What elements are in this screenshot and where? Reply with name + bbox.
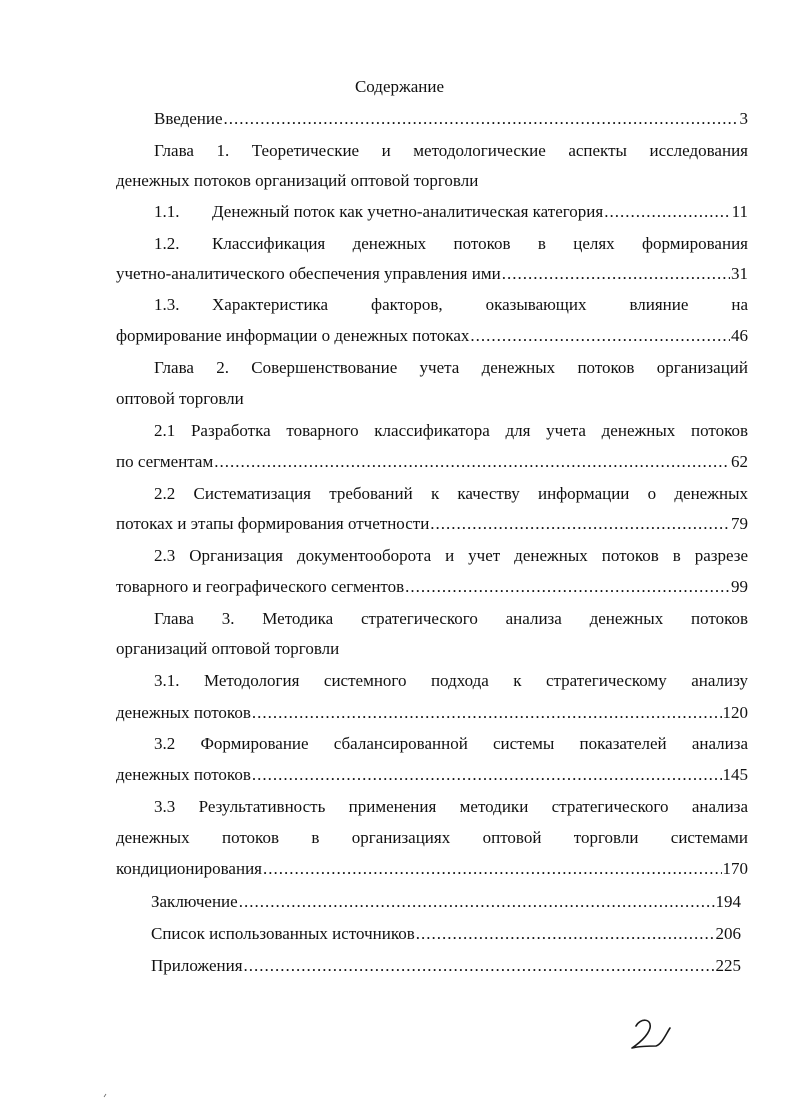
toc-entry-text: Приложения (151, 956, 243, 975)
toc-entry-intro (154, 108, 748, 130)
toc-section-1-3-line2 (116, 325, 748, 347)
dot-leader (430, 513, 730, 535)
dot-leader (239, 891, 715, 913)
toc-entry-text: Введение (154, 109, 223, 128)
page-number: 11 (731, 202, 748, 221)
toc-chapter-1-line2: денежных потоков организаций оптовой торговли (116, 171, 479, 190)
dot-leader (604, 201, 730, 223)
toc-chapter-2-line2: оптовой торговли (116, 389, 244, 408)
toc-section-2-1-line1: 2.1 Разработка товарного классификатора для учета денежных потоков (154, 421, 748, 440)
toc-entry-text: Классификация денежных потоков в целях формирования (212, 234, 748, 253)
toc-section-3-3-line2: денежных потоков в организациях оптовой торговли системами (116, 828, 748, 847)
toc-section-1-2-line1 (154, 233, 748, 255)
toc-entry-text: Характеристика факторов, оказывающих влияние на (212, 295, 748, 314)
section-number: 1.2. (154, 234, 180, 253)
toc-section-3-2-line2 (116, 764, 748, 786)
section-number: 1.3. (154, 295, 180, 314)
page-title: Содержание (354, 77, 445, 96)
toc-chapter-2-line1: Глава 2. Совершенствование учета денежных потоков организаций (154, 358, 748, 377)
toc-entry-text: учетно-аналитического обеспечения управления ими (116, 264, 501, 283)
toc-section-2-2-line2 (116, 513, 748, 535)
page-number: 225 (715, 956, 741, 975)
toc-entry-text: денежных потоков (116, 765, 251, 784)
toc-entry-text: по сегментам (116, 452, 214, 471)
page-number: 31 (731, 264, 748, 283)
page-number: 170 (722, 859, 748, 878)
toc-entry-text: Денежный поток как учетно-аналитическая категория (212, 202, 604, 221)
toc-chapter-1-line1: Глава 1. Теоретические и методологические аспекты исследования (154, 141, 748, 160)
toc-section-1-1 (154, 201, 748, 223)
handwritten-page-number (626, 1016, 674, 1054)
toc-chapter-3-line1: Глава 3. Методика стратегического анализа денежных потоков (154, 609, 748, 628)
dot-leader (252, 702, 722, 724)
toc-entry-text: кондиционирования (116, 859, 262, 878)
dot-leader (244, 955, 715, 977)
dot-leader (252, 764, 722, 786)
toc-section-2-3-line2 (116, 576, 748, 598)
toc-section-1-3-line1 (154, 294, 748, 316)
toc-section-3-3-line1: 3.3 Результативность применения методики стратегического анализа (154, 797, 748, 816)
toc-section-3-2-line1: 3.2 Формирование сбалансированной системы показателей анализа (154, 734, 748, 753)
toc-entry-references (151, 923, 741, 945)
toc-entry-text: потоках и этапы формирования отчетности (116, 514, 430, 533)
page-number: 99 (731, 577, 748, 596)
dot-leader (263, 858, 722, 880)
toc-entry-text: Список использованных источников (151, 924, 415, 943)
page-number: 62 (731, 452, 748, 471)
page-number: 206 (715, 924, 741, 943)
page-number: 120 (722, 703, 748, 722)
page-number: 145 (722, 765, 748, 784)
section-number: 1.1. (154, 202, 180, 221)
page-number: 79 (731, 514, 748, 533)
dot-leader (502, 263, 730, 285)
toc-entry-text: денежных потоков (116, 703, 251, 722)
page-number: 194 (715, 892, 741, 911)
toc-entry-text: формирование информации о денежных потоках (116, 326, 470, 345)
dot-leader (214, 451, 730, 473)
toc-entry-conclusion (151, 891, 741, 913)
page-number: 3 (739, 109, 748, 128)
dot-leader (405, 576, 730, 598)
toc-entry-text: товарного и географического сегментов (116, 577, 405, 596)
dot-leader (224, 108, 739, 130)
toc-entry-text: Заключение (151, 892, 238, 911)
toc-section-2-1-line2 (116, 451, 748, 473)
toc-section-3-1-line1: 3.1. Методология системного подхода к стратегическому анализу (154, 671, 748, 690)
toc-section-2-2-line1: 2.2 Систематизация требований к качеству информации о денежных (154, 484, 748, 503)
toc-section-3-3-line3 (116, 858, 748, 880)
toc-section-2-3-line1: 2.3 Организация документооборота и учет денежных потоков в разрезе (154, 546, 748, 565)
dot-leader (416, 923, 715, 945)
scan-speck (103, 1085, 107, 1090)
toc-section-1-2-line2 (116, 263, 748, 285)
dot-leader (470, 325, 730, 347)
toc-section-3-1-line2 (116, 702, 748, 724)
toc-chapter-3-line2: организаций оптовой торговли (116, 639, 340, 658)
toc-entry-appendices (151, 955, 741, 977)
page-number: 46 (731, 326, 748, 345)
